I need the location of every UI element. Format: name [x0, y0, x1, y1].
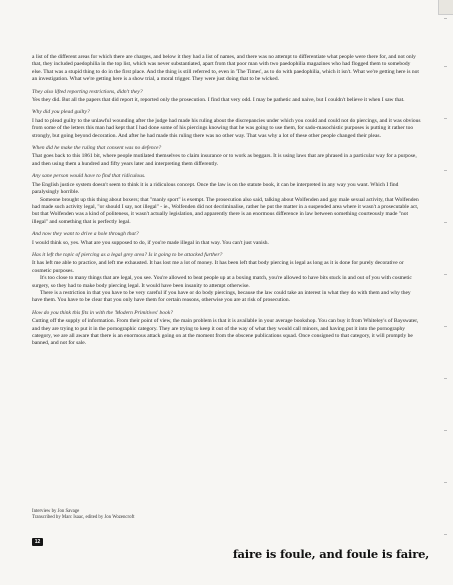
- edge-tick: [444, 18, 447, 19]
- question: How do you think this fits in with the 'Modern Primitives' book?: [32, 309, 173, 316]
- interviewer-credit: Interview by Jon Savage: [32, 509, 80, 514]
- answer-paragraph: Cutting off the supply of information. From their point of view, the main problem is that it is available in your average bookshop. You can buy it from Whiteley's of Bayswater, and they are trying to put it in the pornographic category. They are trying to keep it out of the way of what they would call minors, and having put it into the pornography category, we are all aware that there is an enormous attack going on at the moment from the obscene publications squad. Once consigned to that category, it will promptly be banned, and not for sale.: [32, 318, 419, 347]
- edge-tick: [444, 430, 447, 431]
- page-number: 12: [32, 538, 43, 546]
- edge-tick: [444, 170, 447, 171]
- edge-tick: [444, 534, 447, 535]
- transcription-credit: Transcribed by Marc Isaac, edited by Jon Wozencroft: [32, 515, 135, 521]
- edge-tick: [444, 222, 447, 223]
- question: They also lifted reporting restrictions, didn't they?: [32, 88, 143, 95]
- answer-paragraph: There is a restriction in that you have to be very careful if you have or do body piercings, because the law could take an interest in what they do with them and why they have them. You have to be clear that you only have them for certain reasons, otherwise you are at risk of prosecution.: [32, 289, 411, 304]
- question: And now they want to drive a hole through that?: [32, 231, 139, 238]
- question: Why did you plead guilty?: [32, 109, 90, 116]
- edge-tick: [444, 378, 447, 379]
- edge-tick: [444, 482, 447, 483]
- question: Has it left the topic of piercing as a legal grey area? Is it going to be attacked further?: [32, 251, 223, 258]
- answer-paragraph: Someone brought up this thing about boxers; that "manly sport" is exempt. The prosecution also said, talking about Wolfenden and gay male sexual activity, that Wolfenden had made such activity legal, "or should I say, not illegal" - ie., Wolfenden did not decriminalise, rather he put the matter in a suspended area where it wasn't a prosecutable act, but that Wolfenden was a kind of politeness, it wasn't actually legislation, and apparently there is an enormous difference in law between something courteously made "not illegal" and something that is perfectly legal.: [32, 196, 419, 225]
- answer-paragraph: The English justice system doesn't seem to think it is a ridiculous concept. Once the law is on the statute book, it can be interpreted in any way you want. Which I find paralysingly horrible.: [32, 181, 399, 196]
- credits: [32, 509, 332, 521]
- answer-paragraph: I had to plead guilty to the unlawful wounding after the judge had made his ruling about the discrepancies under which you could and could not do piercings, and it was obvious from some of the letters this man had kept that I had done some of his piercings knowing that he was going to use them, for sado-masochistic purposes is putting it rather too strongly, but going beyond decoration. And after he had made this ruling there was no other way. That was why a lot of these other people changed their pleas.: [32, 117, 421, 139]
- answer-paragraph: Yes they did. But all the papers that did report it, reported only the prosecution. I find that very odd. I may be pathetic and naive, but I couldn't believe it when I saw that.: [32, 97, 405, 104]
- blackletter-motto: faire is foule, and foule is faire,: [232, 547, 429, 561]
- question: When did he make the ruling that consent was no defence?: [32, 145, 162, 152]
- interview-body: [32, 54, 421, 348]
- edge-tick: [444, 66, 447, 67]
- question: Any sane person would have to find that ridiculous.: [32, 173, 146, 180]
- answer-paragraph: I would think so, yes. What are you supposed to do, if you're made illegal in that way. You can't just vanish.: [32, 239, 269, 246]
- answer-paragraph: It's too close to many things that are legal, you see. You're allowed to beat people up at a boxing match, you're allowed to have bits stuck in and out of you with cosmetic surgery, so they had to make body piercing legal. It would have been insanity to attempt otherwise.: [32, 275, 412, 289]
- edge-tick: [444, 274, 447, 275]
- answer-paragraph: That goes back to this 1861 bit, where people mutilated themselves to claim insurance or to work as beggars. It is using laws that are phrased in a particular way for a purpose, and then using them a hundred and fifty years later and interpreting them differently.: [32, 153, 417, 167]
- edge-tick: [444, 118, 447, 119]
- answer-paragraph: It has left me able to practice, and left me exhausted. It has lost me a lot of money. It has been left that body piercing is legal as long as it is done for purely decorative or cosmetic purposes.: [32, 260, 404, 274]
- edge-tick: [444, 326, 447, 327]
- answer-paragraph: a list of the different areas for which there are charges, and below it they had a list of names, and there was no attempt to differentiate what people were there for, and not only that, they included paedophilia in the top list, which was never substantiated, apart from that poor man with two paedophilia magazines who had flogged them to somebody else. That was a stupid thing to do in the first place. And the thing is still referred to, even in 'The Times', as to do with paedophilia, which it isn't. What we're getting here is not an investigation. What we're getting here is a show trial, a moral trigger. They were just doing that to be wicked.: [32, 54, 419, 83]
- page-corner-fold: [438, 0, 453, 15]
